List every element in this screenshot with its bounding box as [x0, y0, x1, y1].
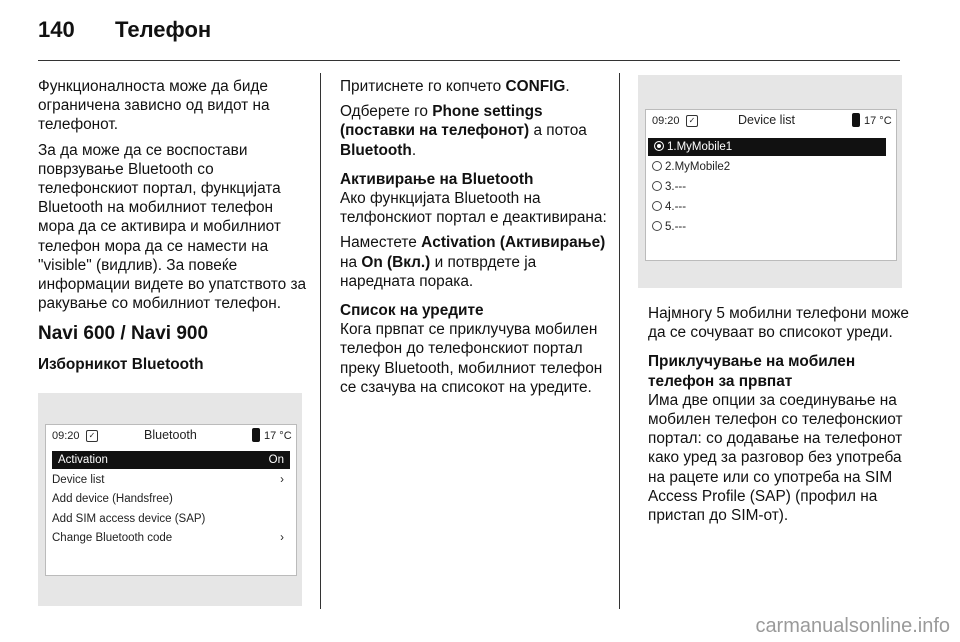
menu-row-activation[interactable] — [52, 451, 290, 469]
paragraph: Наместете Activation (Активирање) на On (Вкл.) и потврдете ја наредната порака. — [340, 234, 606, 290]
bluetooth-screen — [45, 424, 297, 576]
page-header — [38, 10, 211, 50]
sub-heading: Изборникот Bluetooth — [38, 356, 204, 374]
clock-time: 09:20 — [52, 430, 80, 442]
menu-row-change-code[interactable] — [52, 529, 290, 547]
device-row-4[interactable] — [652, 198, 686, 216]
row-label: Change Bluetooth code — [52, 532, 173, 544]
column-divider-2 — [619, 73, 620, 609]
paragraph: Најмногу 5 мобилни телефони може да се сочуваат во списокот уреди. — [648, 305, 909, 342]
section-heading: Navi 600 / Navi 900 — [38, 323, 209, 345]
row-label: 3.--- — [665, 181, 687, 193]
bluetooth-menu-screenshot — [38, 393, 302, 606]
column-2 — [340, 77, 612, 403]
column-divider-1 — [320, 73, 321, 609]
screen-title: Bluetooth — [144, 428, 197, 442]
row-label: 2.MyMobile2 — [665, 161, 731, 173]
paragraph: Функционалноста може да биде ограничена зависно од видот на телефонот. — [38, 78, 270, 134]
device-row-5[interactable] — [652, 218, 686, 236]
radio-icon — [652, 161, 662, 171]
sub-heading: Активирање на Bluetooth — [340, 170, 534, 188]
clock-icon: ✓ — [86, 430, 98, 442]
row-label: Activation — [58, 454, 108, 466]
page-number: 140 — [38, 17, 75, 42]
device-row-2[interactable] — [652, 158, 730, 176]
column-3 — [648, 304, 910, 531]
device-list-screenshot — [638, 75, 902, 288]
screen-title: Device list — [738, 113, 795, 127]
clock-icon: ✓ — [686, 115, 698, 127]
device-row-3[interactable] — [652, 178, 686, 196]
paragraph: Има две опции за соединување на мобилен телефон со телефонскиот портал: со додавање на телефонот како уред за разговор без употреба на рацете или со употреба на SIM Access Profile (SAP) (профил на пристап до SIM-от). — [648, 391, 903, 525]
sub-heading: Список на уредите — [340, 302, 484, 320]
chevron-right-icon: › — [280, 532, 284, 544]
menu-row-add-sim-device[interactable] — [52, 510, 290, 528]
clock-time: 09:20 — [652, 115, 680, 127]
row-value: On — [268, 454, 284, 466]
row-label: Device list — [52, 474, 105, 486]
radio-icon — [652, 221, 662, 231]
device-list-screen — [645, 109, 897, 261]
menu-row-add-device[interactable] — [52, 490, 290, 508]
thermometer-icon — [852, 113, 860, 127]
page-title: Телефон — [115, 17, 212, 42]
row-label: Add SIM access device (SAP) — [52, 513, 206, 525]
row-label: 4.--- — [665, 201, 687, 213]
device-row-1[interactable] — [648, 138, 886, 156]
header-rule — [38, 60, 900, 61]
temperature: 17 °C — [264, 430, 292, 442]
row-label: 5.--- — [665, 221, 687, 233]
watermark: carmanualsonline.info — [755, 615, 950, 637]
radio-selected-icon — [654, 141, 664, 151]
paragraph: Кога првпат се приклучува мобилен телефон до телефонскиот портал преку Bluetooth, мобилниот телефон се сзачува на списокот на уредите. — [340, 321, 603, 396]
sub-heading: Приклучување на мобилен телефон за првпат — [648, 353, 856, 390]
radio-icon — [652, 201, 662, 211]
paragraph: За да може да се воспостави поврзување Bluetooth со телефонскиот портал, функцијата Bluetooth на мобилниот телефон мора да се активира и мобилниот телефон мора да се намести на "visible" (видлив). За повеќе информации видете во упатството за ракување со мобилниот телефон. — [38, 141, 307, 313]
paragraph: Притиснете го копчето CONFIG. — [340, 78, 570, 95]
menu-row-device-list[interactable] — [52, 471, 290, 489]
row-label: 1.MyMobile1 — [667, 141, 733, 153]
column-1 — [38, 77, 310, 375]
chevron-right-icon: › — [280, 474, 284, 486]
paragraph: Ако функцијата Bluetooth на телфонскиот портал е деактивирана: — [340, 190, 607, 227]
temperature: 17 °C — [864, 115, 892, 127]
row-label: Add device (Handsfree) — [52, 493, 173, 505]
paragraph: Одберете го Phone settings (поставки на телефонот) а потоа Bluetooth. — [340, 103, 587, 159]
radio-icon — [652, 181, 662, 191]
thermometer-icon — [252, 428, 260, 442]
